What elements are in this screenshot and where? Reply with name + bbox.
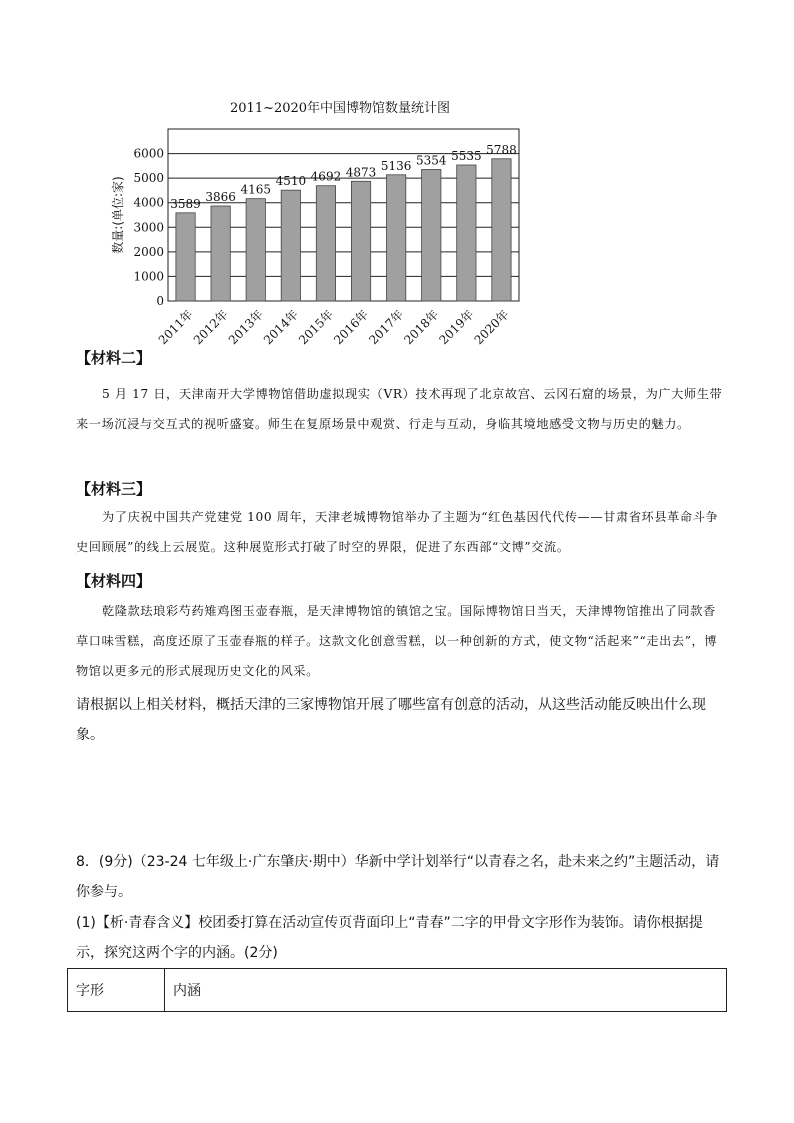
bar (422, 169, 441, 301)
x-tick-label: 2012年 (190, 307, 231, 348)
material4-heading: 【材料四】 (76, 572, 152, 590)
bar (492, 159, 511, 301)
x-tick-label: 2020年 (471, 307, 512, 348)
data-label: 5535 (451, 148, 482, 163)
bar (351, 181, 370, 301)
material2-body: 5 月 17 日，天津南开大学博物馆借助虚拟现实（VR）技术再现了北京故宫、云冈石窟的场景，为广大师生带来一场沉浸与交互式的视听盛宴。师生在复原场景中观赏、行走与互动，身临其境地感受文物与历史的魅力。 (76, 387, 723, 431)
question7: 请根据以上相关材料，概括天津的三家博物馆开展了哪些富有创意的活动，从这些活动能反映出什么现象。 (76, 697, 706, 743)
y-tick-label: 4000 (133, 195, 164, 210)
data-label: 4510 (275, 174, 307, 189)
table-row (68, 969, 727, 1012)
answer-table (67, 968, 727, 1012)
data-label: 3589 (170, 196, 201, 211)
material2-text (76, 379, 724, 439)
bar (316, 186, 335, 301)
x-tick-label: 2019年 (436, 307, 477, 348)
bar (211, 206, 230, 301)
table-header-meaning: 内涵 (165, 969, 727, 1012)
y-tick-label: 0 (156, 294, 164, 308)
y-tick-label: 5000 (133, 171, 164, 186)
data-label: 4165 (240, 182, 272, 197)
material4-body: 乾隆款珐琅彩芍药雉鸡图玉壶春瓶，是天津博物馆的镇馆之宝。国际博物馆日当天，天津博物馆推出了同款香草口味雪糕，高度还原了玉壶春瓶的样子。这款文化创意雪糕，以一种创新的方式，使文物“活起来”“走出去”，博物馆以更多元的形式展现历史文化的风采。 (76, 604, 718, 678)
y-tick-label: 2000 (133, 244, 164, 259)
y-tick-label: 1000 (133, 269, 164, 284)
material3-heading: 【材料三】 (76, 480, 152, 498)
question8-stem: 8．(9分)（23-24 七年级上·广东肇庆·期中）华新中学计划举行“以青春之名，赴未来之约”主题活动，请你参与。 (76, 854, 720, 900)
material4-text (76, 596, 724, 686)
data-label: 5788 (486, 142, 517, 157)
bar (246, 199, 265, 301)
x-tick-label: 2014年 (260, 307, 301, 348)
y-tick-label: 3000 (133, 220, 164, 235)
x-tick-label: 2015年 (296, 307, 337, 348)
bar (176, 213, 195, 301)
y-axis-label: 数量:(单位:家) (111, 176, 125, 254)
bar (457, 165, 476, 301)
data-label: 5354 (415, 153, 447, 168)
x-tick-label: 2018年 (401, 307, 442, 348)
data-label: 3866 (205, 190, 236, 205)
x-tick-label: 2017年 (366, 307, 407, 348)
bar (386, 175, 405, 301)
y-tick-label: 6000 (133, 146, 164, 161)
bar-chart (100, 120, 530, 355)
data-label: 4692 (310, 169, 342, 184)
bar (281, 190, 300, 301)
x-tick-label: 2011年 (155, 307, 196, 348)
x-tick-label: 2013年 (225, 307, 266, 348)
data-label: 4873 (345, 165, 377, 180)
chart-title: 2011~2020年中国博物馆数量统计图 (230, 101, 451, 116)
material3-body: 为了庆祝中国共产党建党 100 周年，天津老城博物馆举办了主题为“红色基因代代传——甘肃省环县革命斗争史回顾展”的线上云展览。这种展览形式打破了时空的界限，促进了东西部“文博”交流。 (76, 510, 719, 554)
material3-text (76, 502, 724, 562)
x-tick-label: 2016年 (331, 307, 372, 348)
table-header-form: 字形 (68, 969, 165, 1012)
data-label: 5136 (380, 158, 412, 173)
question8-sub1: (1)【析·青春含义】校团委打算在活动宣传页背面印上“青春”二字的甲骨文字形作为装饰。请你根据提示，探究这两个字的内涵。(2分) (76, 915, 703, 961)
material2-heading: 【材料二】 (76, 349, 152, 367)
